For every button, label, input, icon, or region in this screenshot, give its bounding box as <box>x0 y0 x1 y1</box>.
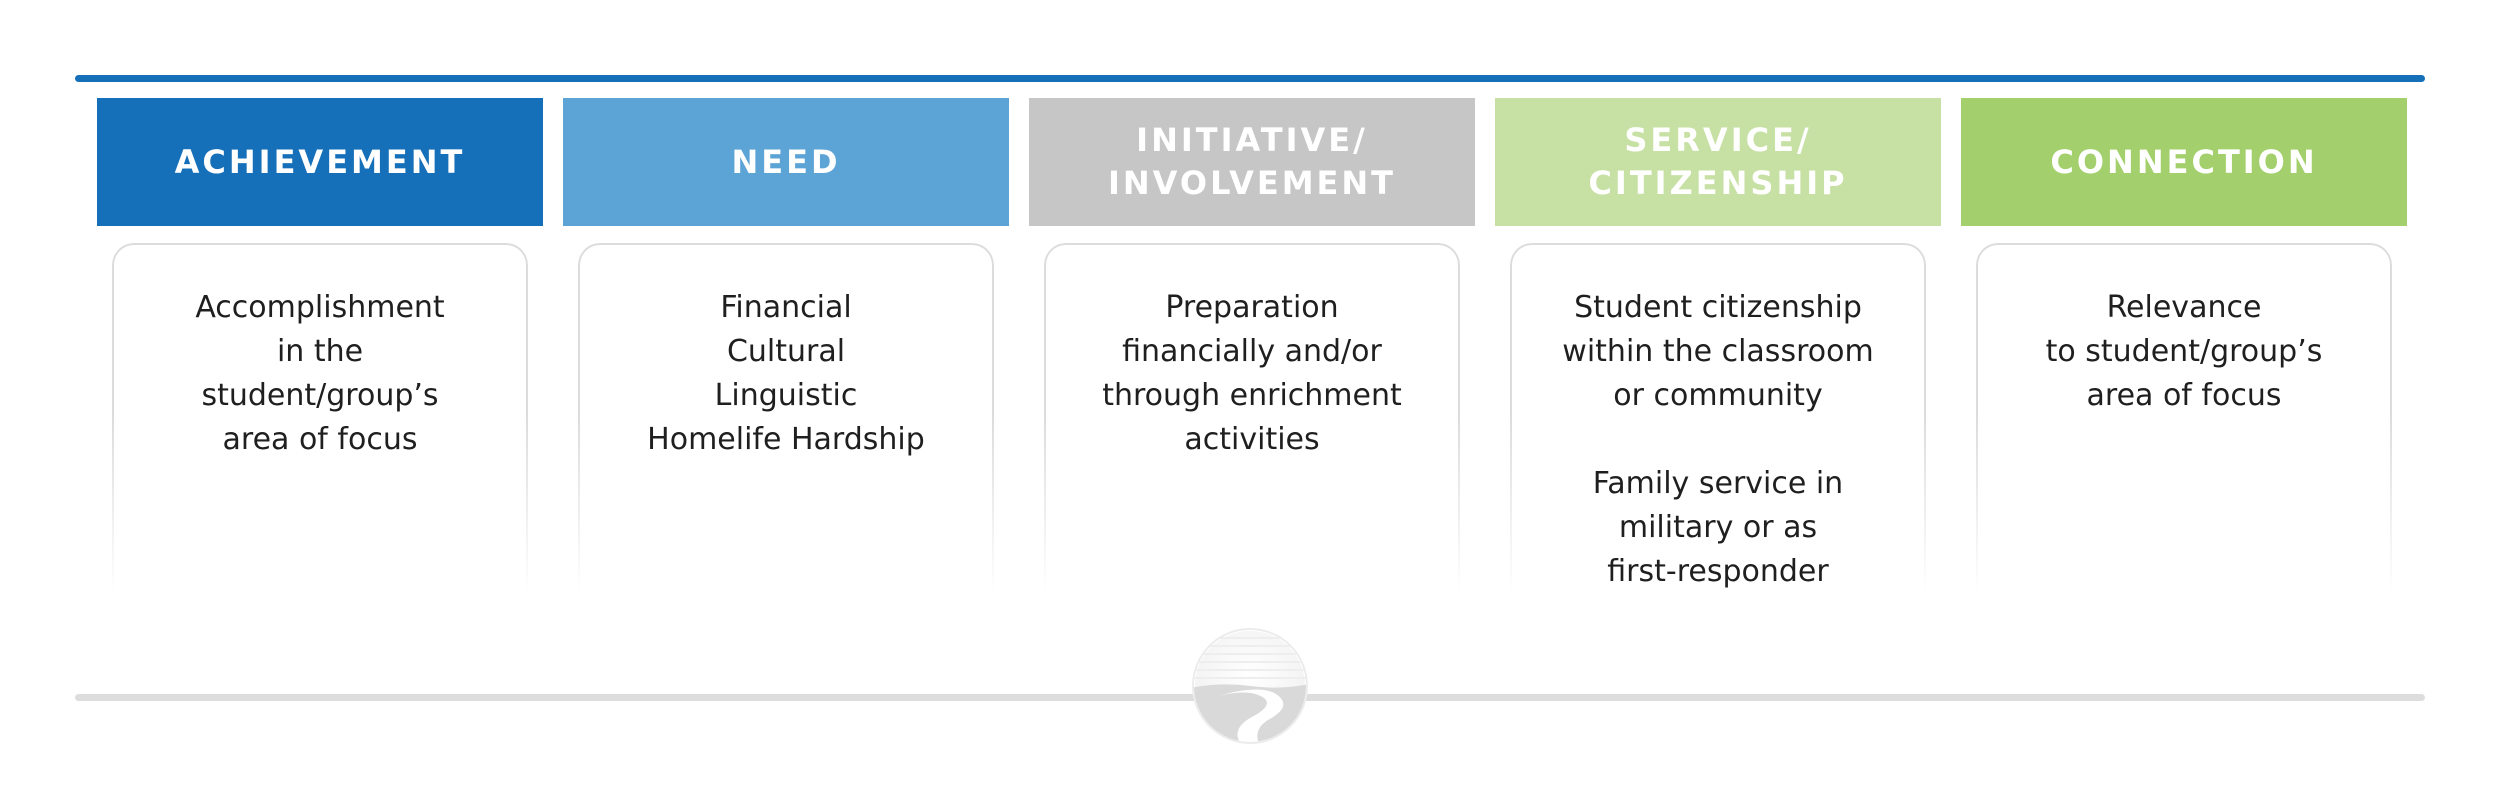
description-line: Preparation <box>1165 290 1339 325</box>
description-line: Relevance <box>2106 290 2262 325</box>
description-line: to student/group’s <box>2045 334 2323 369</box>
description-line: Family service in <box>1592 466 1844 501</box>
column-header: NEED <box>563 98 1009 226</box>
column-service-citizenship <box>1495 98 1941 598</box>
column-description <box>1976 286 2392 418</box>
column-achievement <box>97 98 543 598</box>
description-line: Financial <box>720 290 852 325</box>
top-divider <box>75 75 2425 82</box>
column-header: SERVICE/ CITIZENSHIP <box>1495 98 1941 226</box>
description-line: Homelife Hardship <box>647 422 925 457</box>
description-line: student/group’s <box>201 378 439 413</box>
column-description <box>578 286 994 462</box>
description-line: Accomplishment <box>195 290 445 325</box>
column-header: ACHIEVEMENT <box>97 98 543 226</box>
paragraph-gap <box>1510 418 1926 462</box>
description-line: financially and/or <box>1122 334 1382 369</box>
description-line: within the classroom <box>1562 334 1874 369</box>
description-line: Cultural <box>726 334 846 369</box>
column-description <box>1510 286 1926 594</box>
column-need <box>563 98 1009 598</box>
column-header: CONNECTION <box>1961 98 2407 226</box>
description-line: military or as <box>1618 510 1818 545</box>
description-line: area of focus <box>222 422 418 457</box>
description-line: activities <box>1184 422 1320 457</box>
column-connection <box>1961 98 2407 598</box>
column-header: INITIATIVE/ INVOLVEMENT <box>1029 98 1475 226</box>
column-description <box>1044 286 1460 462</box>
description-line: area of focus <box>2086 378 2282 413</box>
description-line: Linguistic <box>714 378 858 413</box>
description-line: in the <box>276 334 364 369</box>
column-description <box>112 286 528 462</box>
description-line: through enrichment <box>1102 378 1402 413</box>
description-line: or community <box>1613 378 1823 413</box>
description-line: Student citizenship <box>1574 290 1862 325</box>
column-initiative-involvement <box>1029 98 1475 598</box>
river-path-icon <box>1190 626 1310 746</box>
description-line: first-responder <box>1607 554 1829 589</box>
